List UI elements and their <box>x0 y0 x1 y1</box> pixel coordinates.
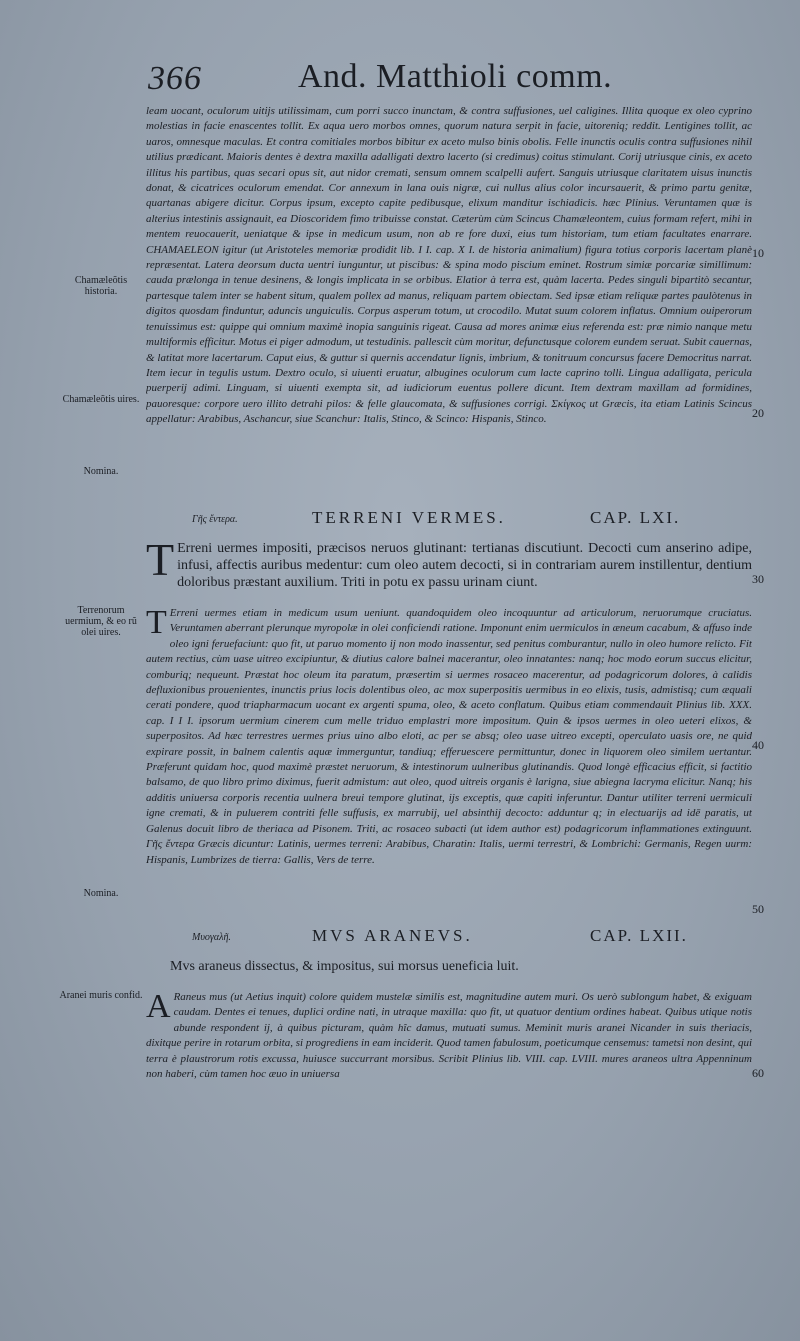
line-number: 20 <box>752 406 764 420</box>
margin-note: Terrenorum uermium, & eo rũ olei uires. <box>65 605 137 638</box>
dioscorides-text-62 <box>170 958 752 980</box>
commentary-paragraph: leam uocant, oculorum uitijs utilissimam, cum porri succo inunctam, & contra suffusiones, uel caligines. Illita quoque ex oleo cyprino molestias in facie enascentes tollit. Ex aqua uero morbos omnes, quorum natura serpit in facie, uitoreniq; reddit. Lentigines tollit, ac uaros, omnesque maculas. Et contra comitiales morbos bibitur ex aceto mulso binis obolis. Felle inunctis oculis contra suffusiones nihil utilius prædicant. Maioris dentes è dextra maxilla adalligati dextro lacerto (si credimus) coitus stimulant. Corij utriusque cinis, ex aceto illitus his partibus, quas secari opus sit, aut nidor cremati, sensum omnem scalpelli aufert. Sanguis utriusque claritatem uisus inunctis donat, & cicatrices oculorum emendat. Cor annexum in lana ouis nigræ, cui nullus alius color incursauerit, & primo partu genitæ, quartanas abigere dicitur. Corpus ipsum, excepto capite pedibusque, elixum manditur ischiadicis. hæc Plinius. Veruntamen quæ is alterius intestinis assignauit, ea Dioscoridem fimo tribuisse constat. Cæterùm cùm Scincus Chamæleontem, cuius formam refert, mihi in mentem reuocauerit, ueniatque & ipse in medicum usum, non ab re fore duxi, eius tum historiam, tum etiam facultates enarrare. CHAMAELEON igitur (ut Aristoteles memoriæ prodidit lib. I I. cap. X I. de historia animalium) figura totius corporis lacertam planè repræsentat. Latera deorsum ducta uentri iunguntur, ut piscibus: & spina modo piscium eminet. Rostrum simiæ porcariæ simillimum: cauda prælonga in tenue desinens, & longis implicata in se orbibus. Elatior à terra est, quàm lacerta. Pedes singuli bipartitò secantur, partesque talem inter se habent situm, qualem pollex ad manus, reliquam partem obiectam. Sed ipsæ etiam reliquæ partes paulòtenus in digitos quosdam finduntur, aduncis unguiculis. Corpus asperum totum, ut crocodilo. Mutat suum colorem inflatus. Omnium ouiperorum tenuissimus est: quippe qui omnium maximè inopia sanguinis rigeat. Causa ad mores animæ eius referenda est: præ nimio nanque metu multiformis efficitur. Motus ei piger admodum, ut testudinis. pallescit cùm moritur, defunctusque colorem eundem seruat. Subit cauernas, & latitat more lacertarum. Caput eius, & guttur si quernis accendatur lignis, imbrium, & tonitruum concursus facere Democritus narrat. Item iecur in tegulis ustum. Dextro oculo, si uiuenti eruatur, albugines oculorum cum lacte caprino tolli. Lingua adalligata, pericula puerperij adimi. Linguam, si uiuenti exempta sit, ad iudiciorum euentus pollere dicunt. Item dextram maxillam ad formidines, pauoresque: corpore uero illito detrahi pilos: & felle glaucomata, & suffusiones corrigi. Σκίγκος ut Græcis, ita etiam Latinis Scincus appellatur: Arabibus, Aschancur, siue Scanchur: Italis, Stinco, & Scinco: Hispanis, Stinco. <box>146 105 752 426</box>
line-number: 60 <box>752 1066 764 1080</box>
commentary-mus-araneus <box>146 990 752 1114</box>
line-number: 30 <box>752 572 764 586</box>
chapter-title: MVS ARANEVS. <box>312 926 473 945</box>
drop-cap: T <box>146 606 167 641</box>
drop-cap: A <box>146 990 171 1025</box>
page-header <box>140 58 780 104</box>
commentary-paragraph: Raneus mus (ut Aetius inquit) colore quidem mustelæ similis est, magnitudine autem muri. Os uerò sublongum habet, & exiguam caudam. Dentes ei tenues, duplici ordine nati, in utraque maxilla: quo fit, ut quatuor dentium ordines habeat. Quibus utique notis abunde respondent ij, à quibus picturam, quàm hîc damus, mutuati sumus. Meminit muris aranei Nicander in suis theriacis, dixitque perire in rotarum orbita, si progrediens in eam inciderit. Quod tamen fabulosum, poeticumque censemus: tametsi non desint, qui terra è plaustrorum rotis excussa, huiusce succurrant morsibus. Scribit Plinius lib. VIII. cap. LVIII. mures araneos ultra Appenninum non haberi, cùm tamen hoc æuo in uniuersa <box>146 991 752 1081</box>
margin-note: Nomina. <box>83 466 119 477</box>
chapter-number: CAP. LXI. <box>590 508 681 527</box>
drop-cap: T <box>146 540 175 585</box>
margin-note: Chamæleõtis uires. <box>62 394 140 405</box>
chapter-title: TERRENI VERMES. <box>312 508 506 527</box>
dioscorides-paragraph: Mvs araneus dissectus, & impositus, sui morsus ueneficia luit. <box>170 959 519 974</box>
chapter-number: CAP. LXII. <box>590 926 688 945</box>
line-number: 10 <box>752 246 764 260</box>
margin-note: Aranei muris confid. <box>59 990 143 1001</box>
line-number: 50 <box>752 902 764 916</box>
running-head: And. Matthioli comm. <box>298 58 613 95</box>
margin-note: Nomina. <box>83 888 119 899</box>
line-number: 40 <box>752 738 764 752</box>
chapter-heading-62 <box>140 926 760 950</box>
dioscorides-paragraph: Erreni uermes impositi, præcisos neruos glutinant: tertianas discutiunt. Decocti cum anserino adipe, infusi, affectis auribus medentur: cum oleo autem decocti, si in contrariam aurem instillentur, dentium doloribus præstant auxilium. Triti in potu ex passu urinam ciunt. <box>177 541 752 590</box>
page-number: 366 <box>148 60 202 97</box>
margin-note: Chamæleõtis historia. <box>74 275 128 297</box>
chapter-greek-name: Μυογαλῆ. <box>192 932 231 943</box>
commentary-paragraph: Erreni uermes etiam in medicum usum ueniunt. quandoquidem oleo incoquuntur ad articulorum, neruorumque cruciatus. Veruntamen aberrant plerunque myropolæ in olei conficiendi ratione. Imponunt enim uermiculos in æneum cacabum, & affuso inde oleo igni feruefaciunt: quo fit, ut paruo momento ij non modo inassentur, sed penitus comburantur, nullo in oleo humore relicto. Fit autem rectius, cùm uase uitreo excipiuntur, & diutius calore balnei macerantur, oleo innatantes: nanq; hoc modo eorum succus elicitur, comburiq; nequeunt. Præstat hoc oleum ita paratum, præsertim si uermes rosaceo macerentur, ad podagricorum dolores, à calidis defluxionibus prouenientes, inunctis prius locis dolentibus oleo, ac mox superpositis uermibus in eo elixis, tusis, admistisq; cum æquali cerati pondere, quod triapharmacum uocant ex argenti spuma, oleo, & aceto conflatum. Quibus etiam commendauit Plinius lib. XXX. cap. I I I. ipsorum uermium cinerem cum melle triduo emplastri more impositum. Quin & ipsos uermes in oleo ueteri elixos, & superpositos. Ad hæc terrestres uermes prius uino albo eloti, ac per se absq; oleo uase uitreo excepti, operculato uasis ore, ne quid expirare possit, in balnem calentis aquæ immerguntur, tandiuq; efferuescere permittuntur, donec in liquorem oleo similem uertantur. Præferunt quidam hoc, quod maximè præstet neruorum, & intestinorum uulneribus glutinandis. Quod longè efficacius efficit, si factitio balsamo, de quo libro primo diximus, fuerit admistum: aut oleo, quod uitreis organis è larigna, siue abiegna lacryma elicitur. Nanq; his additis uniuersa corporis recentia uulnera breui tempore glutinat, ijs exceptis, quæ capiti inferuntur. Dantur utiliter terreni uermiculi igne cremati, & in puluerem contriti felle suffusis, ex marrubij, uel absinthij decocto: adduntur q; in electuarijs ad idē paratis, ut Galenus docuit libro de theriaca ad Pisonem. Triti, ac rosaceo subacti (ut idem author est) podagricorum inflammationes extinguunt. Γῆς ἔντερα Græcis dicuntur: Latinis, uermes terreni: Arabibus, Charatin: Italis, uermi terrestri, & Lombrichi: Germanis, Regen uurm: Hispanis, Lumbrizes de tierra: Gallis, Vers de terre. <box>146 607 752 866</box>
commentary-scincus-chamaeleon <box>146 104 752 498</box>
commentary-terreni-vermes <box>146 606 752 914</box>
chapter-greek-name: Γῆς ἔντερα. <box>192 514 238 525</box>
dioscorides-text-61 <box>146 540 752 596</box>
chapter-heading-61 <box>140 508 760 532</box>
